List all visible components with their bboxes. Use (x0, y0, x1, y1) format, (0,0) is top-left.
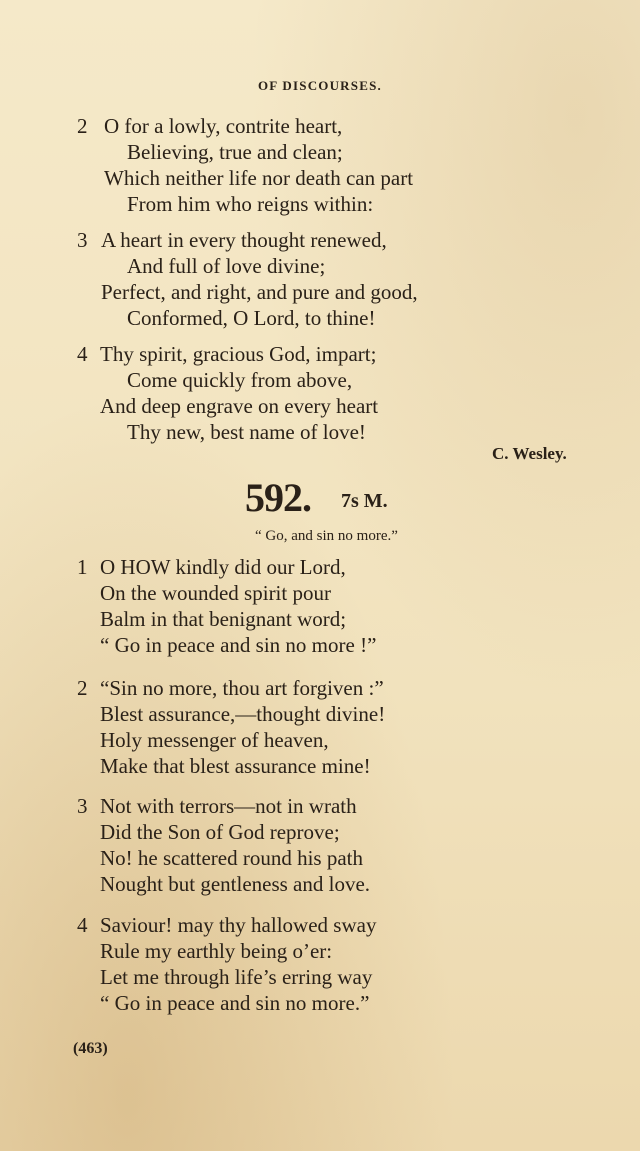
stanza-number: 4 (77, 913, 88, 937)
stanza-number: 3 (77, 794, 88, 818)
running-head: OF DISCOURSES. (258, 78, 382, 93)
verse-line: Nought but gentleness and love. (100, 872, 371, 896)
verse-line: Believing, true and clean; (127, 140, 343, 164)
stanza-number: 2 (77, 114, 88, 138)
verse-line: Let me through life’s erring way (100, 965, 373, 989)
verse-line: And full of love divine; (127, 254, 326, 278)
verse-line: From him who reigns within: (127, 192, 374, 216)
hymn-number: 592. (245, 475, 311, 520)
verse-line: Blest assurance,—thought divine! (100, 702, 386, 726)
verse-line: “ Go in peace and sin no more !” (100, 633, 377, 657)
verse-line: Rule my earthly being o’er: (100, 939, 333, 963)
verse-line: No! he scattered round his path (100, 846, 364, 870)
author-attribution: C. Wesley. (492, 444, 567, 463)
verse-line: On the wounded spirit pour (100, 581, 331, 605)
verse-line: Saviour! may thy hallowed sway (100, 913, 377, 937)
verse-line: “ Go in peace and sin no more.” (100, 991, 370, 1015)
stanza-number: 3 (77, 228, 88, 252)
hymn-epigraph: “ Go, and sin no more.” (255, 528, 398, 544)
stanza-number: 4 (77, 342, 88, 366)
verse-line: O HOW kindly did our Lord, (100, 555, 346, 579)
verse-line: Thy spirit, gracious God, impart; (100, 342, 377, 366)
verse-line: “Sin no more, thou art forgiven :” (100, 676, 384, 700)
verse-line: Come quickly from above, (127, 368, 353, 392)
verse-line: And deep engrave on every heart (100, 394, 379, 418)
verse-line: Which neither life nor death can part (104, 166, 414, 190)
verse-line: Not with terrors—not in wrath (100, 794, 357, 818)
verse-line: Make that blest assurance mine! (100, 754, 371, 778)
verse-line: Thy new, best name of love! (127, 420, 366, 444)
verse-line: O for a lowly, contrite heart, (104, 114, 343, 138)
verse-line: Balm in that benignant word; (100, 607, 347, 631)
verse-line: A heart in every thought renewed, (101, 228, 387, 252)
verse-line: Conformed, O Lord, to thine! (127, 306, 376, 330)
verse-line: Did the Son of God reprove; (100, 820, 340, 844)
page-number: (463) (73, 1040, 108, 1057)
verse-line: Holy messenger of heaven, (100, 728, 329, 752)
hymn-meter: 7s M. (341, 490, 388, 512)
verse-line: Perfect, and right, and pure and good, (101, 280, 418, 304)
stanza-number: 2 (77, 676, 88, 700)
stanza-number: 1 (77, 555, 88, 579)
